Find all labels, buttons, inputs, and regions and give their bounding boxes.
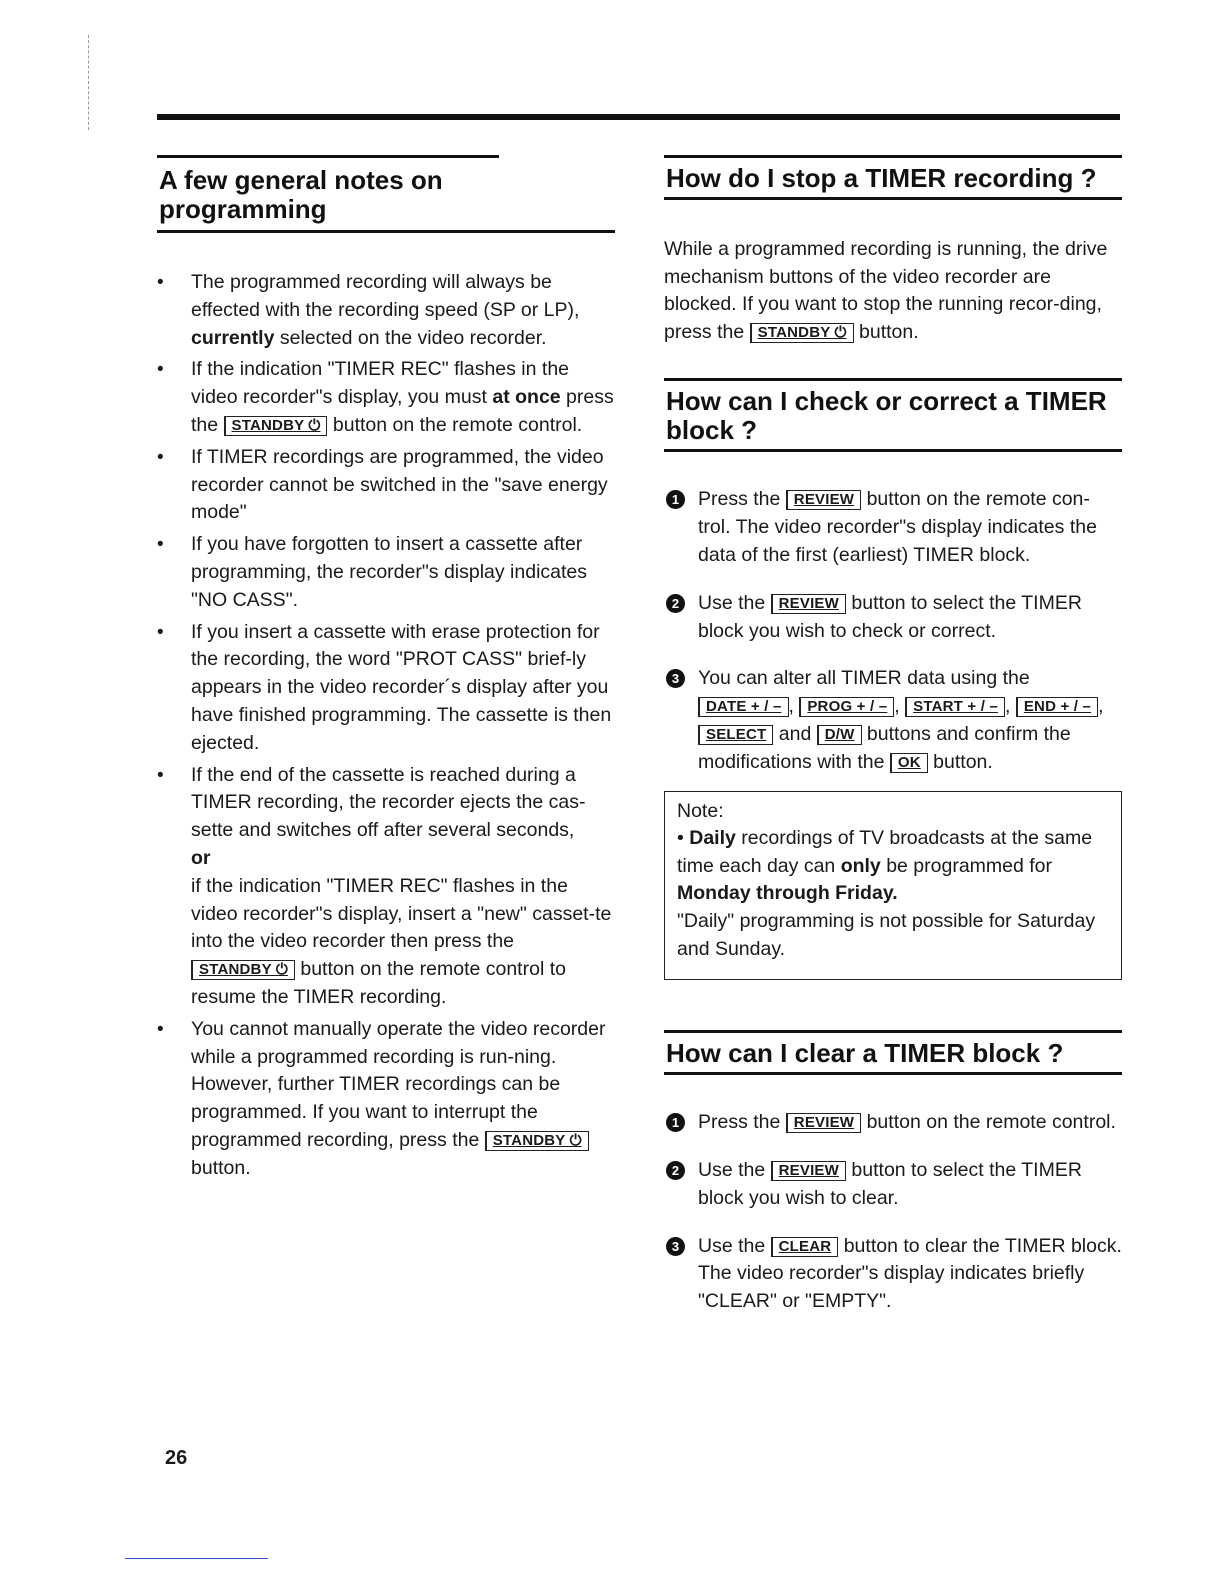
- step-number-icon: 2: [666, 594, 685, 613]
- bullet-icon: •: [157, 764, 164, 786]
- left-column: [157, 155, 615, 1187]
- text: If TIMER recordings are programmed, the video recorder cannot be switched in the "save energy mode": [191, 445, 608, 524]
- note-text-2: "Daily" programming is not possible for Saturday and Sunday.: [677, 909, 1096, 960]
- text: •: [677, 827, 690, 850]
- review-key: REVIEW: [786, 490, 861, 510]
- text: button.: [853, 320, 919, 343]
- bullet-icon: •: [157, 446, 164, 468]
- text: button.: [927, 750, 993, 773]
- step-number-icon: 2: [666, 1161, 685, 1180]
- standby-key: STANDBY ⏻: [485, 1131, 589, 1151]
- bullet-icon: •: [157, 272, 164, 293]
- stop-timer-paragraph: [664, 236, 1122, 346]
- text: press the: [191, 386, 614, 436]
- list-item: [157, 269, 615, 352]
- date-key: DATE + / –: [698, 697, 789, 717]
- bold-text: Daily: [689, 827, 736, 850]
- step-item: [664, 1157, 1122, 1213]
- step-item: [664, 590, 1122, 646]
- clear-steps: [664, 1109, 1122, 1316]
- text: recordings of TV broadcasts at the same time each day can: [677, 827, 1093, 877]
- clear-timer-title-text: How can I clear a TIMER block ?: [666, 1038, 1064, 1069]
- list-item: [157, 531, 615, 614]
- bullet-icon: •: [157, 359, 164, 381]
- step-item: [664, 486, 1122, 569]
- text: If the end of the cassette is reached during a TIMER recording, the recorder ejects the cas-sette and switches off after several seconds,: [191, 763, 586, 842]
- margin-marks: [88, 35, 90, 130]
- check-timer-title: [664, 378, 1122, 452]
- right-column: [664, 155, 1122, 1316]
- dw-key: D/W: [817, 725, 862, 745]
- end-key: END + / –: [1016, 697, 1098, 717]
- text: button to select the TIMER block you wish to check or correct.: [698, 591, 1082, 642]
- bold-text: only: [840, 854, 881, 877]
- text: Use the: [698, 591, 771, 614]
- start-key: START + / –: [905, 697, 1005, 717]
- text: The programmed recording will always be effected with the recording speed (SP or LP),: [191, 271, 580, 321]
- text: button on the remote control to resume the TIMER recording.: [191, 958, 566, 1008]
- text: if the indication "TIMER REC" flashes in the video recorder"s display, insert a "new" casset-te into the video recorder then press the: [191, 874, 612, 953]
- step-number-icon: 3: [666, 1237, 685, 1256]
- general-notes-list: [157, 269, 615, 1183]
- text: button on the remote con-trol. The video recorder"s display indicates the data of the first (earliest) TIMER block.: [698, 488, 1097, 566]
- check-steps: [664, 486, 1122, 776]
- bullet-icon: •: [157, 1018, 164, 1040]
- standby-key: STANDBY ⏻: [750, 323, 854, 343]
- text: button.: [191, 1156, 251, 1179]
- step-number-icon: 3: [666, 669, 685, 688]
- text: You cannot manually operate the video recorder while a programmed recording is run-ning. However, further TIMER recordings can be programmed. If you want to interrupt the programmed recording, press the: [191, 1017, 606, 1151]
- stop-timer-title: [664, 155, 1122, 200]
- text: If you insert a cassette with erase protection for the recording, the word "PROT CASS" brief-ly appears in the video recorder´s display after you have finished programming. The cassette is then ejected.: [191, 620, 612, 754]
- select-key: SELECT: [698, 725, 773, 745]
- ok-key: OK: [890, 753, 928, 773]
- review-key: REVIEW: [786, 1113, 861, 1133]
- general-notes-title: [157, 155, 499, 230]
- list-item: [157, 1016, 615, 1183]
- page-number: 26: [165, 1447, 188, 1469]
- text: Use the: [698, 1158, 771, 1181]
- text: button on the remote control.: [327, 413, 583, 436]
- text: selected on the video recorder.: [274, 326, 547, 349]
- text: button on the remote control.: [861, 1111, 1116, 1134]
- clear-timer-title: [664, 1030, 1122, 1075]
- standby-key: STANDBY ⏻: [224, 416, 328, 436]
- standby-key: STANDBY ⏻: [191, 960, 295, 980]
- list-item: [157, 619, 615, 758]
- text: If you have forgotten to insert a cassette after programming, the recorder"s display indicates "NO CASS".: [191, 533, 588, 611]
- bottom-line: [125, 1558, 268, 1559]
- text: button to clear the TIMER block. The video recorder"s display indicates briefly "CLEAR" or "EMPTY".: [698, 1234, 1122, 1313]
- text: Use the: [698, 1234, 771, 1257]
- or-text: or: [191, 846, 211, 869]
- list-item: [157, 762, 615, 1012]
- text: button to select the TIMER block you wish to clear.: [698, 1158, 1082, 1209]
- bullet-icon: •: [157, 621, 164, 643]
- note-label: Note:: [677, 799, 724, 822]
- clear-key: CLEAR: [771, 1237, 839, 1257]
- text: You can alter all TIMER data using the: [698, 667, 1030, 690]
- text: While a programmed recording is running, the drive mechanism buttons of the video recorder are blocked. If you want to stop the running recor-ding, press the: [664, 238, 1108, 343]
- general-notes-title-text: A few general notes on programming: [159, 165, 443, 224]
- bold-text: currently: [191, 326, 275, 349]
- step-number-icon: 1: [666, 1113, 685, 1132]
- review-key: REVIEW: [771, 1161, 846, 1181]
- text: be programmed for: [880, 854, 1053, 877]
- note-text: [677, 825, 1109, 908]
- check-timer-title-text: How can I check or correct a TIMER block ?: [666, 386, 1107, 446]
- text: buttons and confirm the modifications with the: [698, 722, 1071, 773]
- step-item: 3 You can alter all TIMER data using the DATE + / – , PROG + / – , START + / – , END + / – , SELECT and D/W buttons and confirm the modifications with the OK button.: [664, 665, 1122, 776]
- top-rule: [157, 114, 1120, 120]
- title-underline: [157, 230, 615, 233]
- list-item: [157, 444, 615, 527]
- text: Press the: [698, 1111, 786, 1134]
- text: and: [773, 722, 817, 745]
- step-item: [664, 1233, 1122, 1316]
- bold-text: at once: [492, 386, 561, 409]
- text: If the indication "TIMER REC" flashes in the video recorder"s display, you must: [191, 358, 570, 409]
- bold-text: Monday through Friday.: [677, 882, 898, 905]
- text: Press the: [698, 488, 786, 511]
- stop-timer-title-text: How do I stop a TIMER recording ?: [666, 163, 1097, 193]
- prog-key: PROG + / –: [799, 697, 894, 717]
- note-box: [664, 791, 1122, 981]
- list-item: [157, 356, 615, 439]
- step-item: [664, 1109, 1122, 1137]
- review-key: REVIEW: [771, 594, 846, 614]
- step-number-icon: 1: [666, 490, 685, 509]
- bullet-icon: •: [157, 534, 164, 556]
